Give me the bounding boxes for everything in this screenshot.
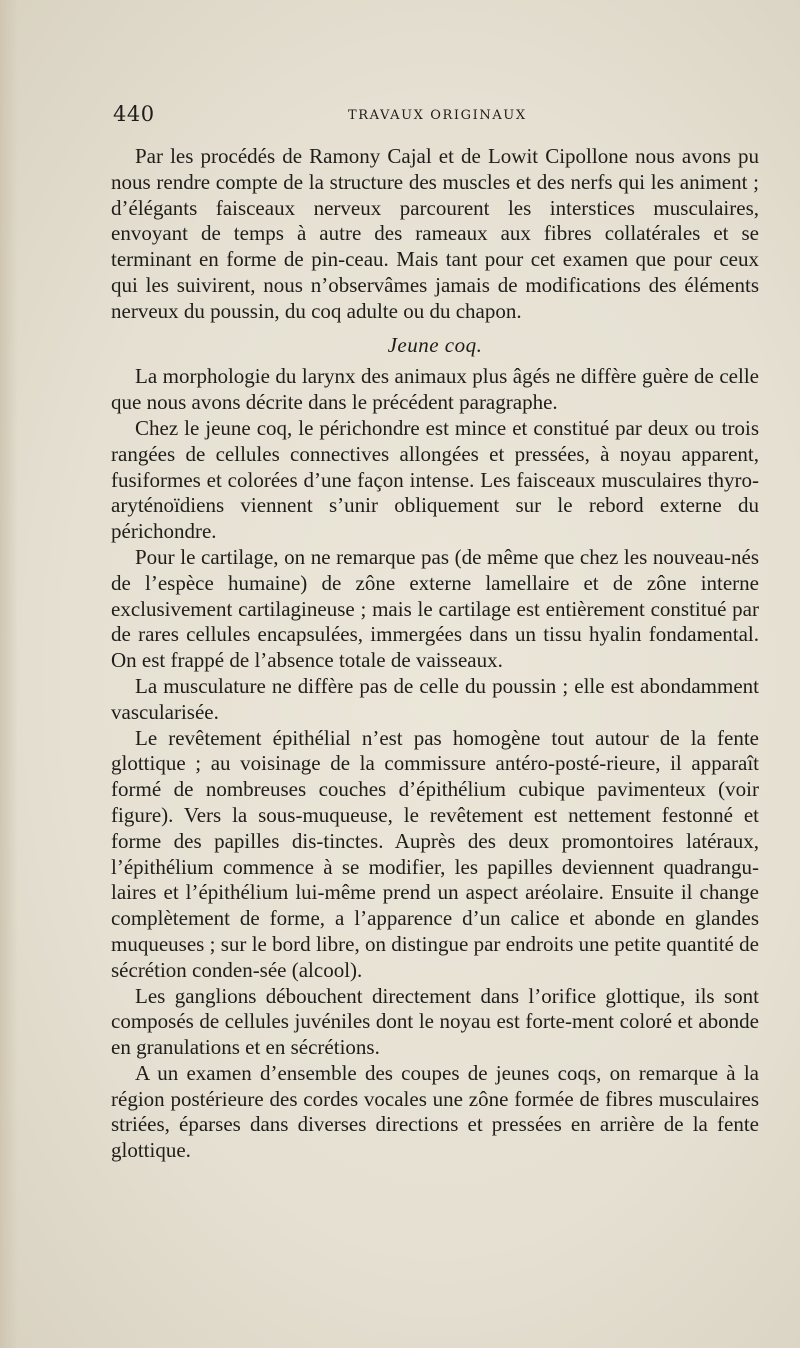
body-text xyxy=(111,144,759,1164)
page-header xyxy=(111,98,759,128)
paragraph: A un examen d’ensemble des coupes de jeunes coqs, on remarque à la région postérieure des cordes vocales une zône formée de fibres musculaires striées, éparses dans diverses directions et pressées en arrière de la fente glottique. xyxy=(111,1060,759,1163)
paragraph: La morphologie du larynx des animaux plus âgés ne diffère guère de celle que nous avons décrite dans le précédent paragraphe. xyxy=(111,364,759,415)
running-title: TRAVAUX ORIGINAUX xyxy=(348,108,527,123)
paragraph: Le revêtement épithélial n’est pas homogène tout autour de la fente glottique ; au voisinage de la commissure antéro-posté-rieure, il apparaît formé de nombreuses couches d’épithélium cubique pavimenteux (voir figure). Vers la sous-muqueuse, le revêtement est nettement festonné et forme des papilles dis-tinctes. Auprès des deux promontoires latéraux, l’épithélium commence à se modifier, les papilles deviennent quadrangu-laires et l’épithélium lui-même prend un aspect aréolaire. Ensuite il change complètement de forme, a l’apparence d’un calice et abonde en glandes muqueuses ; sur le bord libre, on distingue par endroits une petite quantité de sécrétion conden-sée (alcool). xyxy=(111,725,759,982)
paragraph: La musculature ne diffère pas de celle du poussin ; elle est abondamment vascularisée. xyxy=(111,673,759,724)
paragraph: Pour le cartilage, on ne remarque pas (de même que chez les nouveau-nés de l’espèce humaine) de zône externe lamellaire et de zône interne exclusivement cartilagineuse ; mais le cartilage est entièrement constitué par de rares cellules encapsulées, immergées dans un tissu hyalin fondamental. On est frappé de l’absence totale de vaisseaux. xyxy=(111,544,759,673)
page-edge-shadow xyxy=(0,0,18,1348)
section-heading: Jeune coq. xyxy=(387,332,483,357)
paragraph: Chez le jeune coq, le périchondre est mince et constitué par deux ou trois rangées de cellules connectives allongées et pressées, à noyau apparent, fusiformes et colorées d’une façon intense. Les faisceaux musculaires thyro-aryténoïdiens viennent s’unir obliquement sur le rebord externe du périchondre. xyxy=(111,415,759,544)
page-number: 440 xyxy=(113,102,155,126)
paragraph: Par les procédés de Ramony Cajal et de Lowit Cipollone nous avons pu nous rendre compte de la structure des muscles et des nerfs qui les animent ; d’élégants faisceaux nerveux parcourent les interstices musculaires, envoyant de temps à autre des rameaux aux fibres collatérales et se terminant en forme de pin-ceau. Mais tant pour cet examen que pour ceux qui les suivirent, nous n’observâmes jamais de modifications des éléments nerveux du poussin, du coq adulte ou du chapon. xyxy=(111,144,759,323)
paragraph: Les ganglions débouchent directement dans l’orifice glottique, ils sont composés de cellules juvéniles dont le noyau est forte-ment coloré et abonde en granulations et en sécrétions. xyxy=(111,983,759,1060)
